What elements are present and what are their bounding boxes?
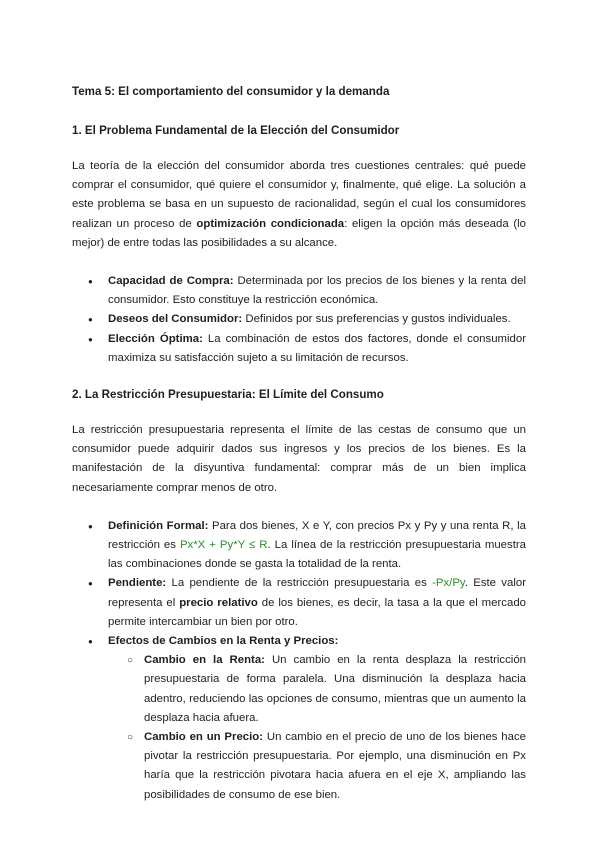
bullet-text: Determinada por los precios de los bienes y la renta del consumidor. Esto constituye la restricción económica. (108, 275, 526, 307)
bullet-pendiente (72, 574, 526, 632)
bullet-eleccion-optima (72, 330, 526, 368)
bullet-text: . La línea de la restricción presupuestaria muestra las combinaciones donde se gasta la totalidad de la renta. (108, 539, 526, 571)
sub-bullet-list (108, 651, 526, 805)
bullet-text: Definidos por sus preferencias y gustos individuales. (242, 313, 511, 326)
para-text: : eligen la opción más deseada (lo mejor) de entre todas las posibilidades a su alcance. (72, 217, 526, 249)
bullet-term: Definición Formal: (108, 519, 209, 532)
section-1-bullet-list (72, 272, 526, 368)
bullet-text: La pendiente de la restricción presupuestaria es (166, 577, 433, 590)
bullet-term: Deseos del Consumidor: (108, 313, 243, 326)
sub-bullet-term: Cambio en la Renta: (144, 654, 265, 667)
para-bold-term: optimización condicionada (196, 217, 345, 230)
bullet-text: de los bienes, es decir, la tasa a la que el mercado permite intercambiar un bien por otro. (108, 596, 526, 628)
bullet-term: Efectos de Cambios en la Renta y Precios: (108, 635, 339, 648)
bullet-deseos-consumidor (72, 310, 526, 329)
bullet-definicion-formal (72, 517, 526, 575)
section-2-heading: 2. La Restricción Presupuestaria: El Límite del Consumo (72, 388, 384, 402)
sub-bullet-cambio-renta (108, 651, 526, 728)
bullet-text: . Este valor representa el (108, 577, 526, 609)
section-2-bullet-list (72, 517, 526, 805)
section-1-heading: 1. El Problema Fundamental de la Elección del Consumidor (72, 124, 400, 137)
sub-bullet-text: Un cambio en el precio de uno de los bienes hace pivotar la restricción presupuestaria. Por ejemplo, una disminución en Px haría que la restricción pivotara hacia afuera en el eje X, ampliando las posibilidades de consumo de ese bien. (144, 731, 527, 801)
document-page (72, 84, 526, 824)
slope-formula: -Px/Py (432, 577, 465, 590)
para-text: La teoría de la elección del consumidor aborda tres cuestiones centrales: qué puede comprar el consumidor, qué quiere el consumidor y, finalmente, qué elige. La solución a este problema se basa en un supuesto de racionalidad, según el cual los consumidores realizan un proceso de (72, 160, 526, 230)
bullet-term: Capacidad de Compra: (108, 275, 234, 288)
bullet-text: Para dos bienes, X e Y, con precios Px y Py y una renta R, la restricción es (108, 519, 526, 552)
bullet-capacidad-compra (72, 272, 526, 310)
bullet-term: Pendiente: (108, 577, 167, 590)
bullet-efectos-cambios (72, 632, 526, 805)
sub-bullet-term: Cambio en un Precio: (144, 731, 264, 744)
section-1-paragraph (72, 157, 526, 253)
sub-bullet-cambio-precio (108, 728, 526, 805)
bullet-term: Elección Óptima: (108, 332, 203, 345)
budget-formula: Px*X + Py*Y ≤ R (179, 539, 268, 552)
sub-bullet-text: Un cambio en la renta desplaza la restricción presupuestaria de forma paralela. Una disminución la desplaza hacia adentro, reduciendo las opciones de consumo, mientras que un aumento la desplaza hacia afuera. (144, 654, 526, 724)
bullet-text: La combinación de estos dos factores, donde el consumidor maximiza su satisfacción sujeto a su limitación de recursos. (108, 332, 527, 364)
section-2-paragraph: La restricción presupuestaria representa el límite de las cestas de consumo que un consumidor puede adquirir dados sus ingresos y los precios de los bienes. Es la manifestación de la disyuntiva fundamental: comprar más de un bien implica necesariamente comprar menos de otro. (72, 424, 526, 494)
document-title: Tema 5: El comportamiento del consumidor y la demanda (72, 85, 390, 98)
bold-term: precio relativo (179, 596, 258, 609)
